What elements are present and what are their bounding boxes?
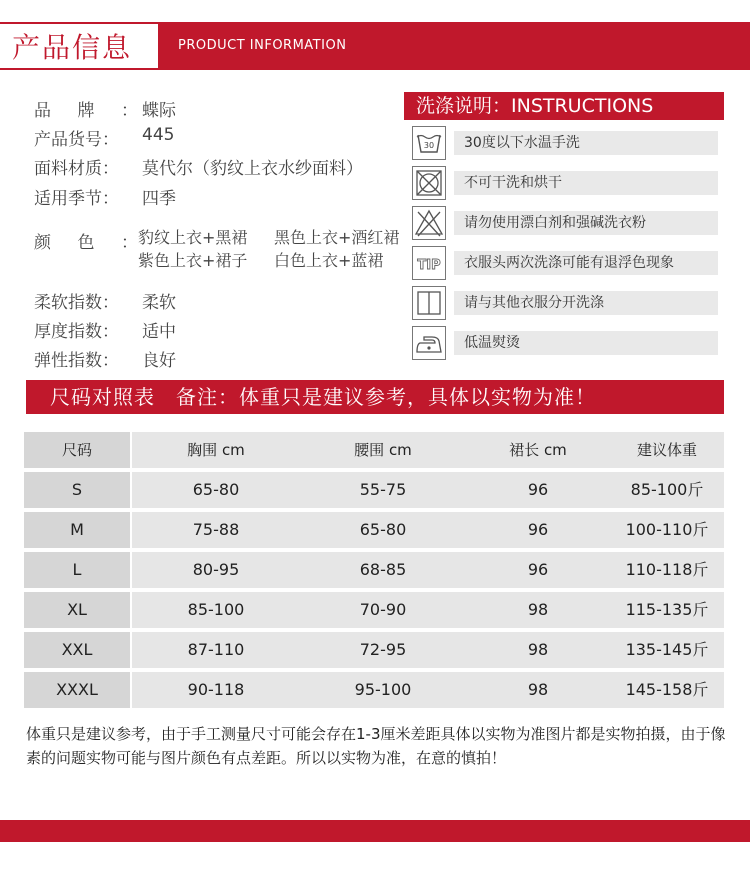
footer-bar	[0, 820, 750, 842]
table-cell: XXXL	[24, 672, 130, 708]
info-row-material	[34, 154, 363, 179]
table-row	[24, 632, 724, 668]
svg-text:TIP: TIP	[417, 258, 441, 273]
info-row-season	[34, 184, 176, 209]
wash-item	[412, 166, 718, 200]
color-option: 豹纹上衣+黑裙	[138, 228, 248, 247]
info-label: 柔软指数：	[34, 293, 119, 313]
info-value-brand: 蝶际	[142, 101, 176, 121]
table-cell: 95-100	[300, 672, 466, 708]
info-value-softness: 柔软	[142, 293, 176, 313]
info-label: 产品货号：	[34, 130, 119, 150]
wash-item	[412, 326, 718, 360]
wash-instructions-title: 洗涤说明：INSTRUCTIONS	[404, 92, 724, 120]
wash-text: 衣服头两次洗涤可能有退浮色现象	[454, 251, 718, 275]
info-label: 弹性指数：	[34, 351, 119, 371]
info-value-sku: 445	[142, 125, 175, 145]
wash-text: 请勿使用漂白剂和强碱洗衣粉	[454, 211, 718, 235]
page-title: 产品信息	[12, 31, 133, 64]
no-dry-clean-tumble-icon	[412, 166, 446, 200]
wash-text: 不可干洗和烘干	[454, 171, 718, 195]
table-cell: 135-145斤	[610, 632, 724, 668]
wash-text: 低温熨烫	[454, 331, 718, 355]
table-row	[24, 512, 724, 548]
wash-item	[412, 246, 718, 280]
info-value-season: 四季	[142, 189, 176, 209]
info-label: 颜 色 ：	[34, 233, 138, 253]
table-cell: 90-118	[132, 672, 300, 708]
table-cell: L	[24, 552, 130, 588]
table-cell: XL	[24, 592, 130, 628]
page-subtitle: PRODUCT INFORMATION	[178, 38, 347, 53]
color-option: 白色上衣+蓝裙	[274, 251, 384, 270]
table-cell: 87-110	[132, 632, 300, 668]
color-option: 紫色上衣+裙子	[138, 251, 248, 270]
table-cell: 98	[466, 672, 610, 708]
table-cell: 115-135斤	[610, 592, 724, 628]
table-cell: 85-100	[132, 592, 300, 628]
table-cell: 72-95	[300, 632, 466, 668]
table-header-cell: 胸围 cm	[132, 432, 300, 468]
no-bleach-icon	[412, 206, 446, 240]
wash-item	[412, 126, 718, 160]
wash-item	[412, 206, 718, 240]
info-label: 厚度指数：	[34, 322, 119, 342]
low-iron-icon	[412, 326, 446, 360]
table-cell: XXL	[24, 632, 130, 668]
table-cell: 68-85	[300, 552, 466, 588]
table-cell: 98	[466, 592, 610, 628]
info-row-sku	[34, 125, 174, 150]
table-cell: 96	[466, 552, 610, 588]
wash-text: 请与其他衣服分开洗涤	[454, 291, 718, 315]
info-row-color	[34, 228, 138, 253]
hand-wash-30-icon	[412, 126, 446, 160]
table-cell: 65-80	[132, 472, 300, 508]
table-cell: 70-90	[300, 592, 466, 628]
info-value-thickness: 适中	[142, 322, 176, 342]
table-cell: 75-88	[132, 512, 300, 548]
table-cell: S	[24, 472, 130, 508]
wash-text: 30度以下水温手洗	[454, 131, 718, 155]
table-cell: 145-158斤	[610, 672, 724, 708]
info-label: 适用季节：	[34, 189, 119, 209]
size-chart-title: 尺码对照表 备注：体重只是建议参考，具体以实物为准！	[26, 380, 724, 414]
table-cell: 65-80	[300, 512, 466, 548]
table-cell: M	[24, 512, 130, 548]
svg-text:30: 30	[423, 141, 435, 150]
info-label: 品 牌 ：	[34, 101, 138, 121]
table-cell: 96	[466, 512, 610, 548]
table-header-cell: 建议体重	[610, 432, 724, 468]
table-cell: 85-100斤	[610, 472, 724, 508]
color-options	[138, 225, 410, 271]
tip-icon	[412, 246, 446, 280]
table-row	[24, 472, 724, 508]
disclaimer-note: 体重只是建议参考，由于手工测量尺寸可能会存在1-3厘米差距具体以实物为准图片都是实物拍摄，由于像素的问题实物可能与图片颜色有点差距。所以以实物为准，在意的慎拍！	[26, 725, 726, 767]
table-cell: 98	[466, 632, 610, 668]
info-label: 面料材质：	[34, 159, 119, 179]
table-cell: 100-110斤	[610, 512, 724, 548]
info-row-softness	[34, 288, 176, 313]
table-header-cell: 裙长 cm	[466, 432, 610, 468]
info-row-brand	[34, 96, 176, 121]
header-bar	[0, 22, 750, 70]
table-row	[24, 552, 724, 588]
info-value-elasticity: 良好	[142, 351, 176, 371]
info-row-thickness	[34, 317, 176, 342]
info-value-material: 莫代尔（豹纹上衣水纱面料）	[142, 159, 363, 179]
table-row	[24, 672, 724, 708]
table-row	[24, 592, 724, 628]
table-header-cell: 尺码	[24, 432, 130, 468]
table-header-cell: 腰围 cm	[300, 432, 466, 468]
table-cell: 96	[466, 472, 610, 508]
header-title-box	[0, 22, 160, 70]
table-cell: 110-118斤	[610, 552, 724, 588]
wash-item	[412, 286, 718, 320]
table-cell: 80-95	[132, 552, 300, 588]
table-cell: 55-75	[300, 472, 466, 508]
color-option: 黑色上衣+酒红裙	[274, 228, 400, 247]
info-row-elasticity	[34, 346, 176, 371]
wash-separately-icon	[412, 286, 446, 320]
table-header-row	[24, 432, 724, 468]
